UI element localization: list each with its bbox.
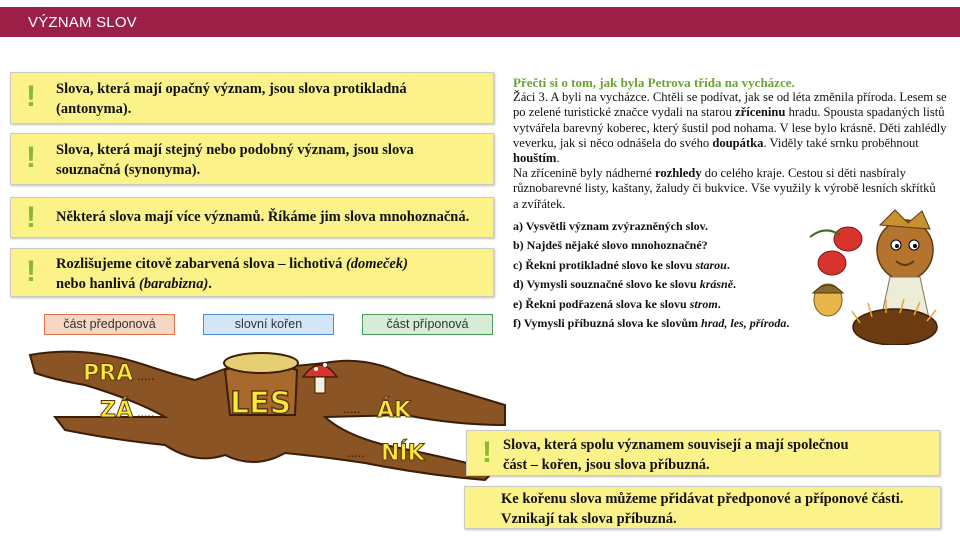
root-les: LES bbox=[230, 386, 292, 421]
rosehip-icon bbox=[818, 251, 846, 275]
suffix-nik: NÍK bbox=[381, 441, 425, 466]
exclamation-icon: ! bbox=[26, 80, 36, 113]
rule-synonyms bbox=[10, 133, 494, 185]
prefix-pra: PRA bbox=[83, 361, 134, 386]
suffix-nik-dots: ..... bbox=[347, 446, 365, 461]
rule-emotional-line2: nebo hanlivá (barabizna). bbox=[56, 276, 212, 292]
exclamation-icon: ! bbox=[26, 255, 36, 288]
chestnut-hedgehog-icon bbox=[853, 309, 937, 345]
rule-emotional-line1: Rozlišujeme citově zabarvená slova – lichotivá (domeček) bbox=[56, 256, 408, 272]
forest-elf-illustration bbox=[800, 205, 960, 345]
rule-root-affixes bbox=[464, 486, 941, 529]
rosehip-icon bbox=[834, 227, 862, 251]
rule-affixes-line1: Ke kořenu slova můžeme přidávat předponové a příponové části. bbox=[501, 491, 904, 507]
header-bar bbox=[0, 7, 960, 37]
rule-polysemy bbox=[10, 197, 494, 238]
suffix-ak-dots: ..... bbox=[343, 402, 361, 417]
legend-prefix: část předponová bbox=[44, 314, 175, 335]
story-paragraph-1: Žáci 3. A byli na vycházce. Chtěli se podívat, jak se od léta změnila příroda. Lesem se po zelené turistické značce vydali na starou zříceninu hradu. Spousta spadaných listů vytvářela barevný koberec, který šustil pod nohama. V lese bylo krásně. Děti zahlédly veverku, jak si něco odnášela do svého doupátka. Viděly také srnku proběhnout houštím. bbox=[513, 90, 947, 166]
suffix-ak: ÁK bbox=[377, 398, 412, 423]
legend-root: slovní kořen bbox=[203, 314, 334, 335]
story-paragraph-2: Na zřícenině byly nádherné rozhledy do celého kraje. Cestou si děti nasbíraly různobarevné listy, kaštany, žaludy či bukvice. Vše využily k výrobě lesních skřítků a zvířátek. bbox=[513, 166, 936, 211]
rule-affixes-line2: Vznikají tak slova příbuzná. bbox=[501, 511, 677, 527]
story-heading: Přečti si o tom, jak byla Petrova třída na vycházce. bbox=[513, 75, 795, 90]
question-b: b) Najdeš nějaké slovo mnohoznačné? bbox=[513, 238, 708, 253]
question-f: f) Vymysli příbuzná slova ke slovům hrad, les, příroda. bbox=[513, 316, 790, 331]
rule-emotional bbox=[10, 248, 494, 297]
prefix-za: ZÁ bbox=[100, 398, 133, 423]
rule-antonyms-line2: (antonyma). bbox=[56, 101, 132, 117]
question-d: d) Vymysli souznačné slovo ke slovu krásně. bbox=[513, 277, 737, 292]
rule-related-words bbox=[466, 430, 940, 476]
word-tree-illustration bbox=[25, 345, 515, 485]
legend-suffix: část příponová bbox=[362, 314, 493, 335]
rule-synonyms-line2: souznačná (synonyma). bbox=[56, 162, 201, 178]
rule-polysemy-line1: Některá slova mají více významů. Říkáme jim slova mnohoznačná. bbox=[56, 209, 470, 225]
question-c: c) Řekni protikladné slovo ke slovu starou. bbox=[513, 257, 730, 272]
page-title: VÝZNAM SLOV bbox=[28, 14, 137, 31]
prefix-za-dots: ..... bbox=[137, 406, 155, 421]
exclamation-icon: ! bbox=[26, 201, 36, 234]
rule-antonyms-line1: Slova, která mají opačný význam, jsou slova protikladná bbox=[56, 81, 407, 97]
exclamation-icon: ! bbox=[26, 141, 36, 174]
question-e: e) Řekni podřazená slova ke slovu strom. bbox=[513, 296, 721, 311]
exclamation-icon: ! bbox=[482, 436, 492, 469]
prefix-pra-dots: ..... bbox=[137, 369, 155, 384]
question-a: a) Vysvětli význam zvýrazněných slov. bbox=[513, 218, 708, 233]
rule-synonyms-line1: Slova, která mají stejný nebo podobný význam, jsou slova bbox=[56, 142, 414, 158]
rule-related-line1: Slova, která spolu významem souvisejí a mají společnou bbox=[503, 437, 849, 453]
rule-related-line2: část – kořen, jsou slova příbuzná. bbox=[503, 457, 710, 473]
rule-antonyms bbox=[10, 72, 494, 124]
